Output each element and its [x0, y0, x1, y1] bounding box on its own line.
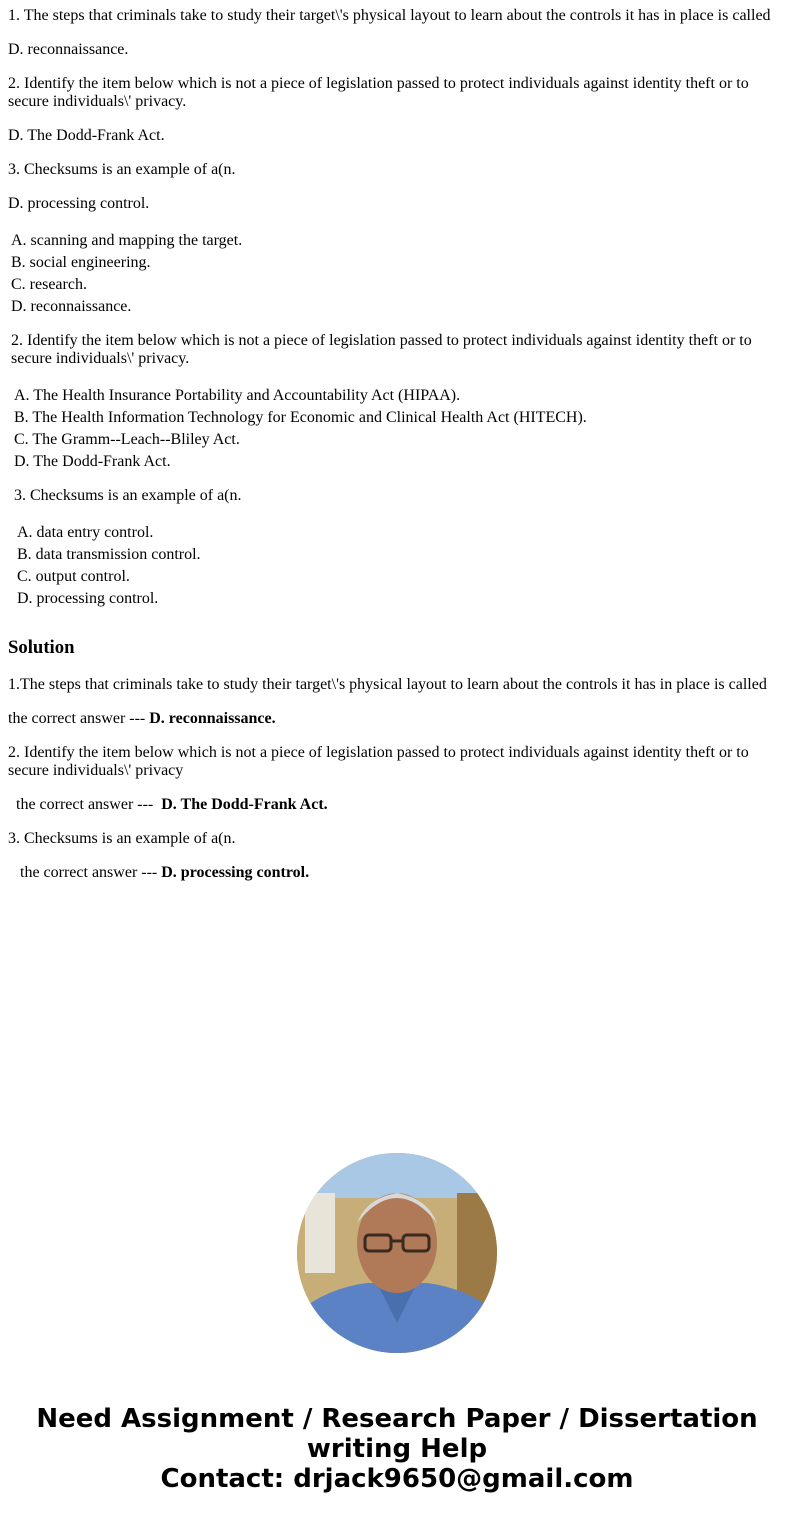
answer-prefix: the correct answer --- [20, 864, 162, 881]
option: A. data entry control. [17, 524, 154, 541]
q2-answer: D. The Dodd-Frank Act. [8, 127, 165, 144]
options-list-1 [11, 230, 242, 318]
q3-question: 3. Checksums is an example of a(n. [8, 161, 236, 178]
q3-repeat: 3. Checksums is an example of a(n. [14, 487, 242, 504]
option: A. The Health Insurance Portability and Accountability Act (HIPAA). [14, 387, 461, 404]
option: B. social engineering. [11, 254, 151, 271]
option: B. The Health Information Technology for Economic and Clinical Health Act (HITECH). [14, 409, 587, 426]
option: D. The Dodd-Frank Act. [14, 453, 171, 470]
solution-2-question: 2. Identify the item below which is not a piece of legislation passed to protect individuals against identity theft or to secure individuals\' privacy [8, 744, 749, 779]
answer-value: D. The Dodd-Frank Act. [161, 796, 328, 813]
portrait-illustration [297, 1153, 497, 1353]
answer-prefix: the correct answer --- [16, 796, 162, 813]
footer-line-2: writing Help [306, 1434, 488, 1464]
q1-question: 1. The steps that criminals take to study their target\'s physical layout to learn about the controls it has in place is called [8, 7, 771, 24]
footer-contact [0, 1404, 794, 1494]
option: B. data transmission control. [17, 546, 201, 563]
option: D. reconnaissance. [11, 298, 132, 315]
solution-2-answer [16, 796, 786, 814]
q2-repeat: 2. Identify the item below which is not a piece of legislation passed to protect individuals against identity theft or to secure individuals\' privacy. [11, 332, 752, 367]
footer-line-3: Contact: drjack9650@gmail.com [160, 1464, 634, 1494]
option: C. research. [11, 276, 87, 293]
answer-prefix: the correct answer --- [8, 710, 150, 727]
q1-answer: D. reconnaissance. [8, 41, 129, 58]
option: D. processing control. [17, 590, 159, 607]
solution-3-answer [20, 864, 786, 882]
options-list-3 [17, 522, 201, 610]
answer-value: D. reconnaissance. [149, 710, 276, 727]
option: C. The Gramm--Leach--Bliley Act. [14, 431, 240, 448]
options-list-2 [14, 385, 587, 473]
option: C. output control. [17, 568, 130, 585]
author-photo [297, 1153, 497, 1353]
solution-1-question: 1.The steps that criminals take to study their target\'s physical layout to learn about the controls it has in place is called [8, 676, 767, 693]
solution-1-answer [8, 710, 786, 728]
solution-3-question: 3. Checksums is an example of a(n. [8, 830, 236, 847]
footer-line-1: Need Assignment / Research Paper / Dissertation [36, 1404, 758, 1434]
option: A. scanning and mapping the target. [11, 232, 243, 249]
answer-value: D. processing control. [161, 864, 310, 881]
q2-question: 2. Identify the item below which is not a piece of legislation passed to protect individuals against identity theft or to secure individuals\' privacy. [8, 75, 749, 110]
solution-heading: Solution [8, 637, 75, 658]
q3-answer: D. processing control. [8, 195, 150, 212]
